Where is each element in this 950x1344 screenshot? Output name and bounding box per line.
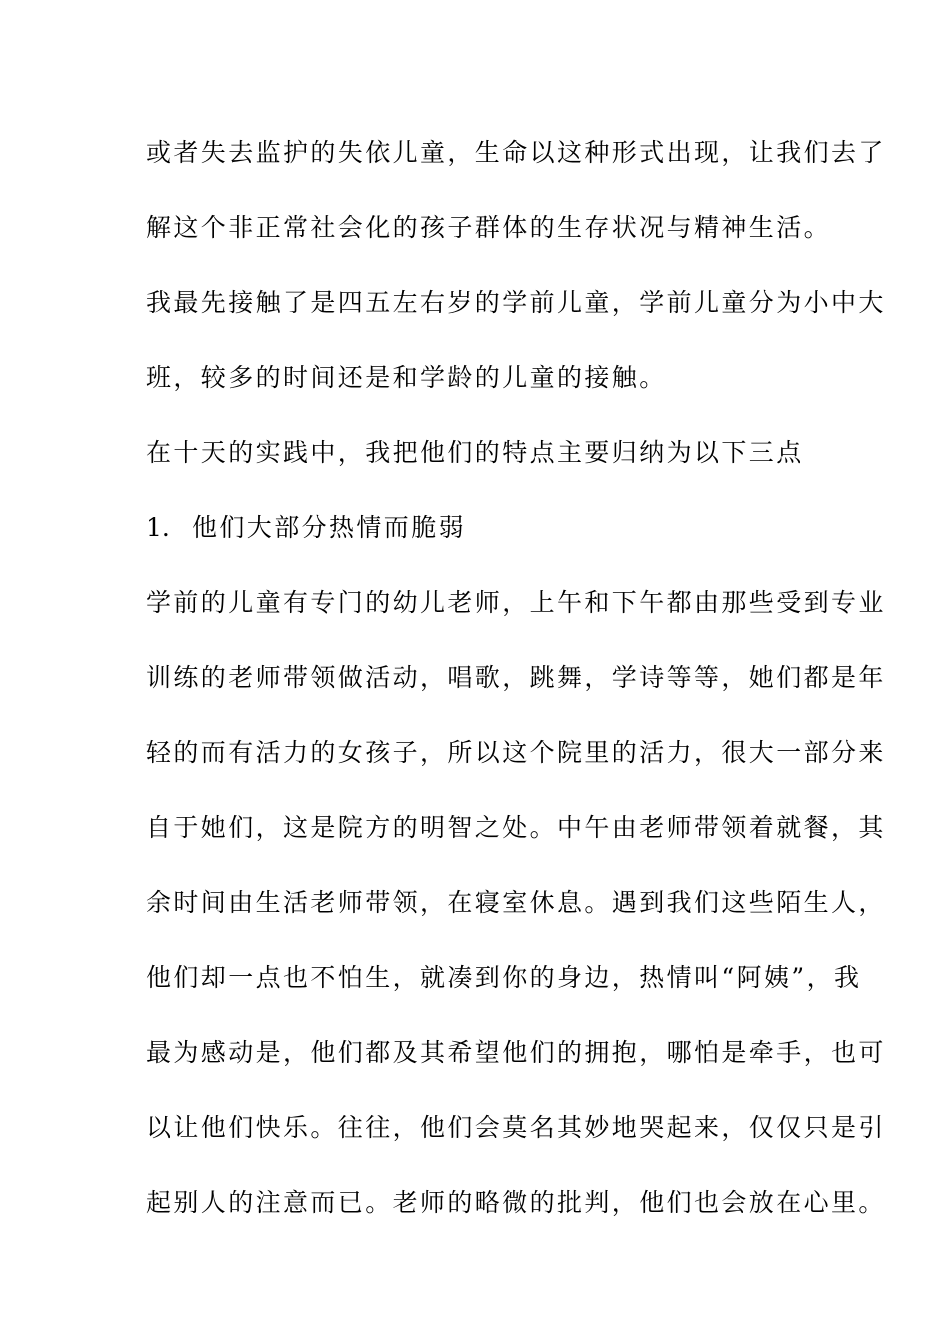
text-line-4: 班，较多的时间还是和学龄的儿童的接触。: [146, 363, 667, 392]
text-line-3: 我最先接触了是四五左右岁的学前儿童，学前儿童分为小中大: [146, 288, 886, 317]
list-item-number: 1.: [146, 513, 170, 542]
text-line-14: 起别人的注意而已。老师的略微的批判，他们也会放在心里。: [146, 1188, 886, 1217]
list-item-1: [146, 511, 466, 545]
text-line-9: 自于她们，这是院方的明智之处。中午由老师带领着就餐，其: [146, 813, 886, 842]
text-line-5: 在十天的实践中，我把他们的特点主要归纳为以下三点: [146, 438, 804, 467]
text-line-1: 或者失去监护的失依儿童，生命以这种形式出现，让我们去了: [146, 138, 886, 167]
text-line-2: 解这个非正常社会化的孩子群体的生存状况与精神生活。: [146, 213, 832, 242]
text-line-6: 学前的儿童有专门的幼儿老师，上午和下午都由那些受到专业: [146, 588, 886, 617]
text-line-13: 以让他们快乐。往往，他们会莫名其妙地哭起来，仅仅只是引: [146, 1113, 886, 1142]
text-line-12: 最为感动是，他们都及其希望他们的拥抱，哪怕是牵手，也可: [146, 1038, 886, 1067]
text-line-7: 训练的老师带领做活动，唱歌，跳舞，学诗等等，她们都是年: [146, 663, 886, 692]
list-item-text: 他们大部分热情而脆弱: [192, 513, 467, 542]
text-line-11: 他们却一点也不怕生，就凑到你的身边，热情叫“阿姨”，我: [146, 963, 862, 992]
text-line-8: 轻的而有活力的女孩子，所以这个院里的活力，很大一部分来: [146, 738, 886, 767]
text-line-10: 余时间由生活老师带领，在寝室休息。遇到我们这些陌生人，: [146, 888, 886, 917]
